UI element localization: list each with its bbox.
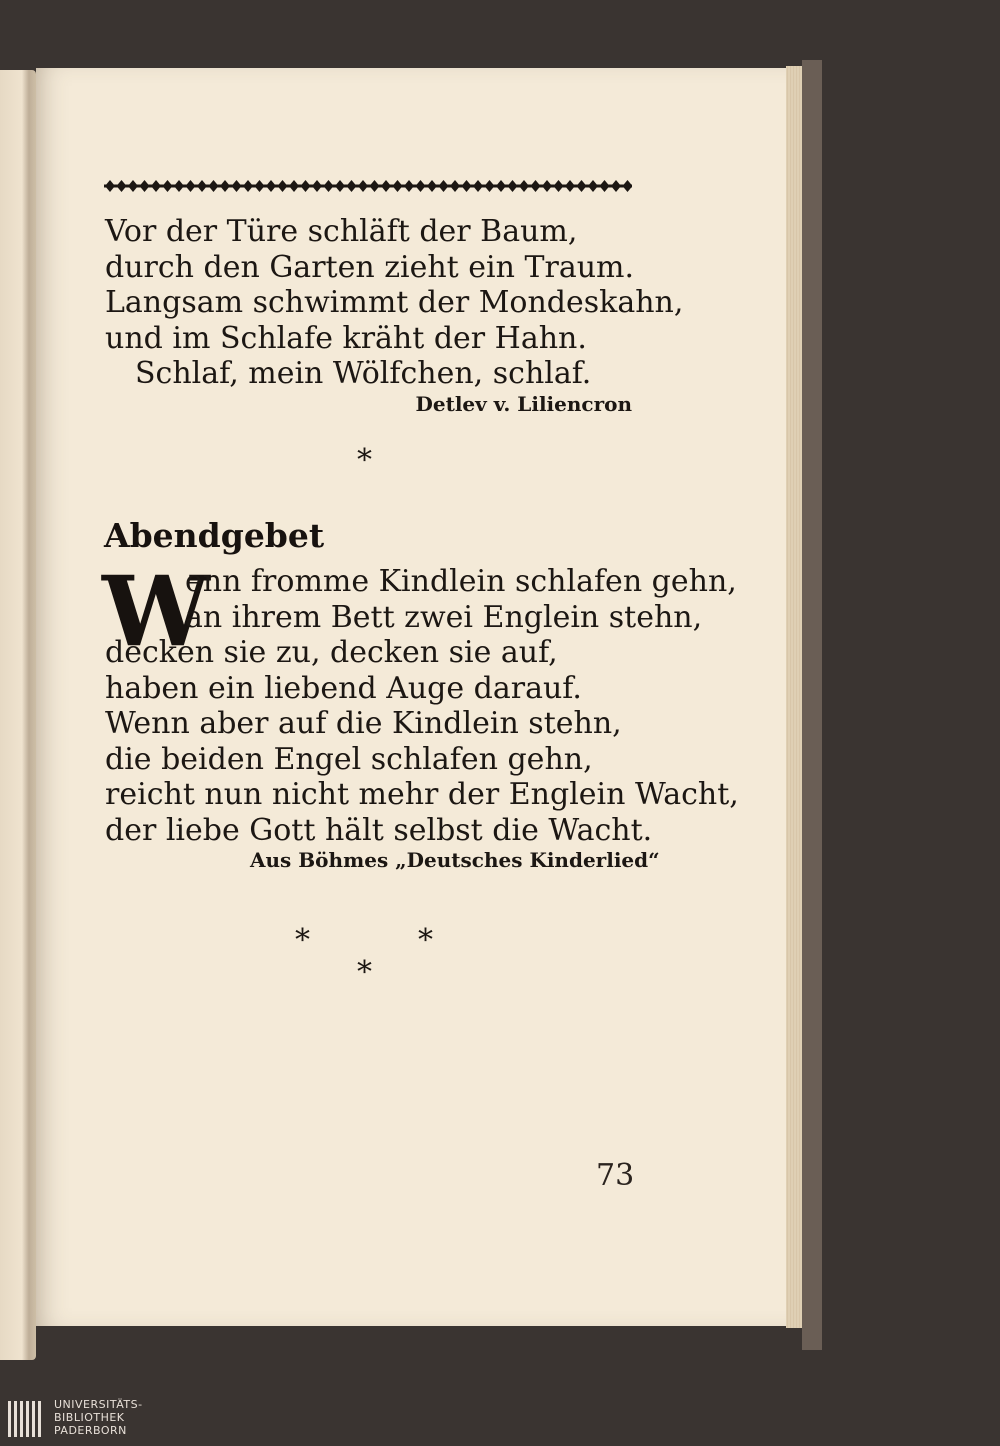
library-name <box>54 1398 143 1437</box>
library-footer <box>0 1393 1000 1446</box>
poem-line: die beiden Engel schlafen gehn, <box>105 741 593 777</box>
asterism-star: * <box>357 955 372 990</box>
poem-line: an ihrem Bett zwei Englein stehn, <box>185 599 703 635</box>
poem-liliencron <box>105 214 683 392</box>
ornament-diamond <box>427 180 437 192</box>
ornamental-rule <box>104 178 632 194</box>
poem-line: decken sie zu, decken sie auf, <box>105 635 558 670</box>
ornament-diamond <box>197 180 207 192</box>
book-cover-edge <box>802 60 822 1350</box>
ornament-diamond <box>439 180 449 192</box>
poem-line: haben ein liebend Auge darauf. <box>105 670 582 706</box>
poem-line: enn fromme Kindlein schlafen gehn, <box>185 564 737 599</box>
ornament-diamond <box>151 180 161 192</box>
ornament-diamond <box>393 180 403 192</box>
ornament-diamond <box>577 180 587 192</box>
ornament-diamond <box>416 180 426 192</box>
book-gutter <box>22 70 36 1360</box>
ornament-diamond <box>542 180 552 192</box>
poem-abendgebet <box>105 564 739 848</box>
asterism-star: * <box>418 923 433 958</box>
drop-cap: W <box>102 555 210 668</box>
ornament-diamond <box>370 180 380 192</box>
library-name-line: UNIVERSITÄTS- <box>54 1398 143 1411</box>
ornament-diamond <box>588 180 598 192</box>
ornament-diamond <box>255 180 265 192</box>
poem-line: durch den Garten zieht ein Traum. <box>105 249 635 285</box>
ornament-diamond <box>531 180 541 192</box>
ornament-diamond <box>209 180 219 192</box>
poem-line: Vor der Türe schläft der Baum, <box>105 214 578 249</box>
page-number: 73 <box>596 1158 635 1193</box>
ornament-diamond <box>232 180 242 192</box>
ornament-diamond <box>519 180 529 192</box>
poem-line: reicht nun nicht mehr der Englein Wacht, <box>105 777 739 812</box>
ornament-diamond <box>462 180 472 192</box>
ornament-diamond <box>554 180 564 192</box>
ornament-diamond <box>347 180 357 192</box>
poem-line: und im Schlafe kräht der Hahn. <box>105 320 587 356</box>
ornament-diamond <box>289 180 299 192</box>
ornament-diamond <box>301 180 311 192</box>
poem-line: Langsam schwimmt der Mondeskahn, <box>105 285 684 320</box>
ornament-diamond <box>600 180 610 192</box>
ornament-diamond <box>404 180 414 192</box>
poem-line: Wenn aber auf die Kindlein stehn, <box>105 706 622 741</box>
ornament-diamond <box>174 180 184 192</box>
ornament-diamond <box>473 180 483 192</box>
ornament-diamond <box>278 180 288 192</box>
ornament-diamond <box>312 180 322 192</box>
ornament-diamond <box>117 180 127 192</box>
ornament-diamond <box>220 180 230 192</box>
poem-line: der liebe Gott hält selbst die Wacht. <box>105 812 653 848</box>
ornament-diamond <box>163 180 173 192</box>
ornament-diamond <box>565 180 575 192</box>
ornament-diamond <box>496 180 506 192</box>
poem-line: Schlaf, mein Wölfchen, schlaf. <box>135 356 592 391</box>
poem-source: Aus Böhmes „Deutsches Kinderlied“ <box>250 848 660 872</box>
asterism-star: * <box>295 923 310 958</box>
library-name-line: BIBLIOTHEK <box>54 1411 125 1424</box>
ornament-diamond <box>485 180 495 192</box>
ornament-diamond <box>335 180 345 192</box>
ornament-diamond <box>450 180 460 192</box>
ornament-diamond <box>508 180 518 192</box>
ornament-diamond <box>381 180 391 192</box>
library-logo-icon <box>8 1401 48 1437</box>
ornament-diamond <box>186 180 196 192</box>
ornament-diamond <box>140 180 150 192</box>
ornament-diamond <box>105 180 115 192</box>
ornament-diamond <box>266 180 276 192</box>
section-star: * <box>357 443 372 478</box>
ornament-diamond <box>243 180 253 192</box>
library-name-line: PADERBORN <box>54 1424 127 1437</box>
poem-author: Detlev v. Liliencron <box>415 392 632 416</box>
ornament-diamond <box>324 180 334 192</box>
ornament-diamond <box>128 180 138 192</box>
ornament-diamond <box>358 180 368 192</box>
ornament-diamond <box>623 180 633 192</box>
poem-title: Abendgebet <box>104 516 325 555</box>
ornament-diamond <box>611 180 621 192</box>
